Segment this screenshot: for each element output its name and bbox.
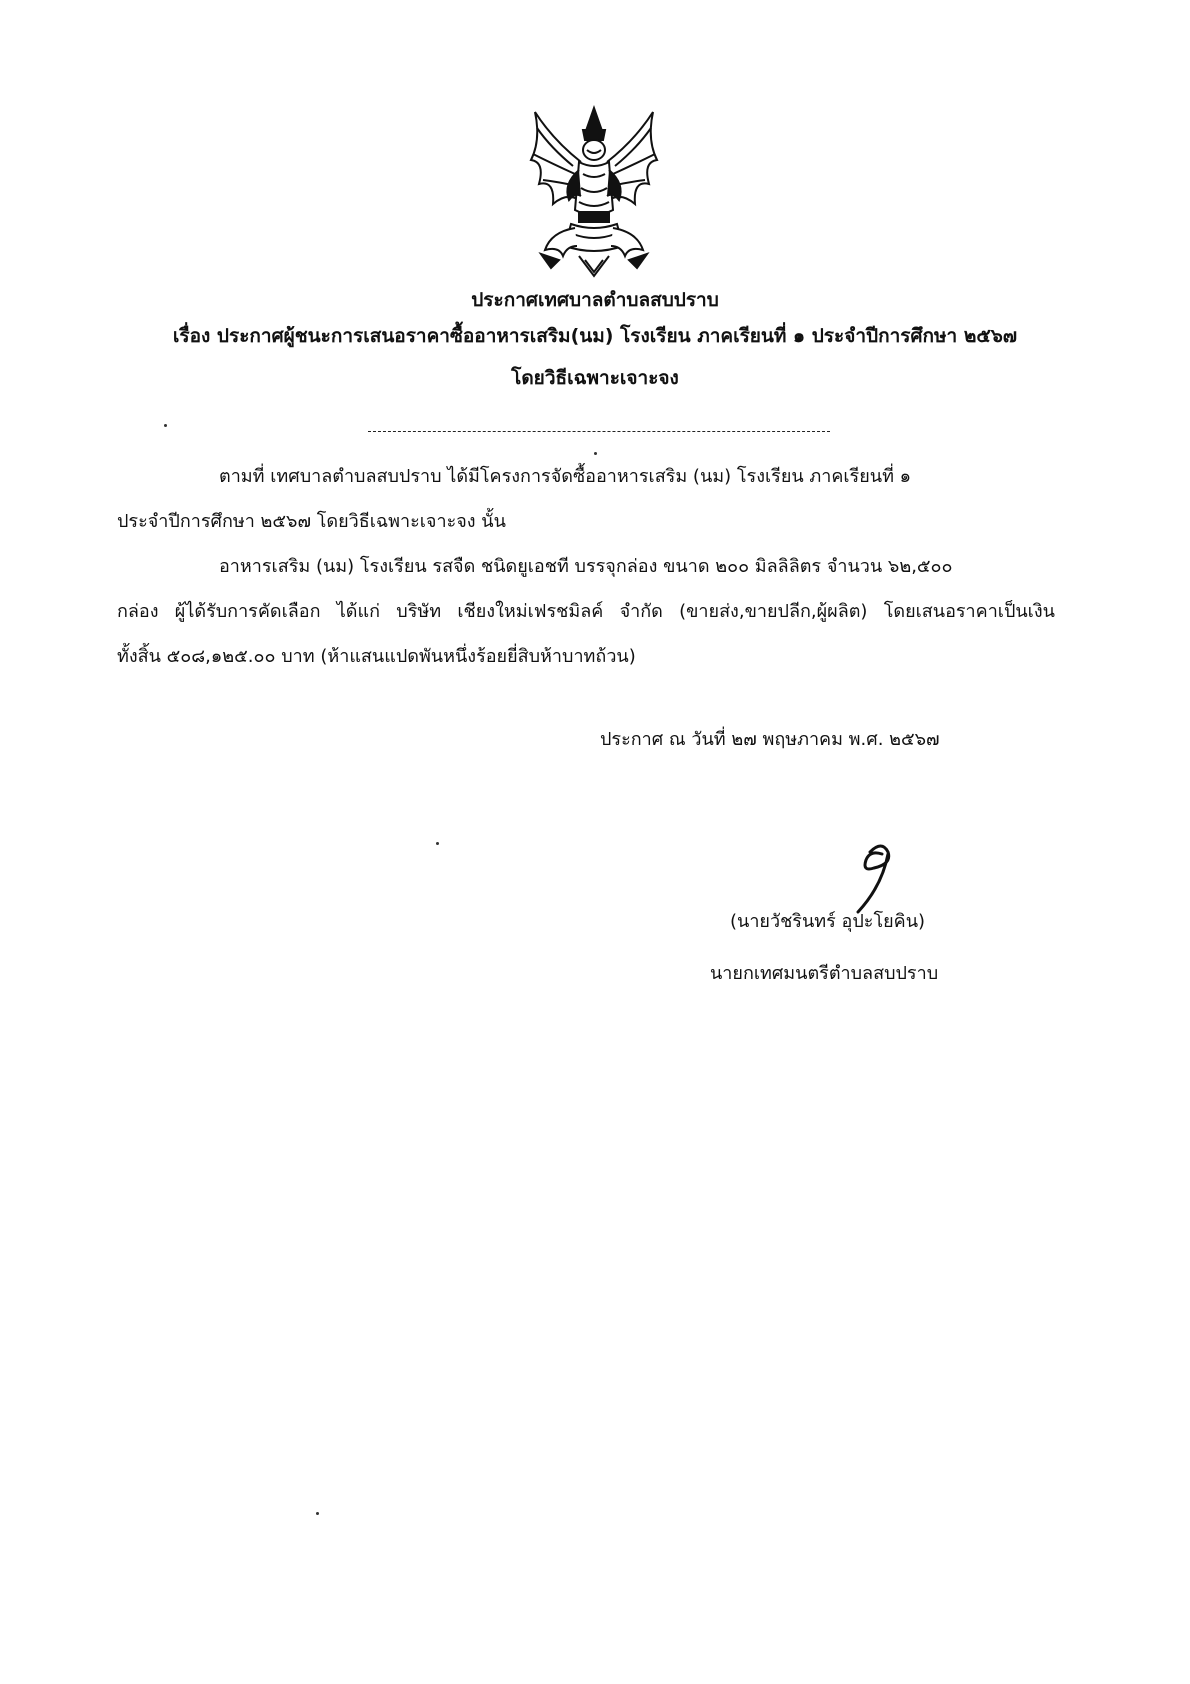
announcement-subject: เรื่อง ประกาศผู้ชนะการเสนอราคาซื้ออาหารเสริม(นม) โรงเรียน ภาคเรียนที่ ๑ ประจำปีการศึกษา ๒๕๖๗ [172,325,1018,347]
announcement-date: ประกาศ ณ วันที่ ๒๗ พฤษภาคม พ.ศ. ๒๕๖๗ [600,729,940,750]
signature-mark [830,838,900,918]
dashed-divider [368,431,830,432]
paragraph-1-line-1: ตามที่ เทศบาลตำบลสบปราบ ได้มีโครงการจัดซื้ออาหารเสริม (นม) โรงเรียน ภาคเรียนที่ ๑ [219,466,912,487]
scan-speck [316,1512,319,1515]
justified-word: เชียงใหม่เฟรชมิลค์ [457,601,604,622]
announcement-title: ประกาศเทศบาลตำบลสบปราบ [471,289,719,311]
paragraph-1-line-2: ประจำปีการศึกษา ๒๕๖๗ โดยวิธีเฉพาะเจาะจง นั้น [117,511,506,532]
scan-speck [436,842,439,845]
justified-word: จำกัด [619,601,663,622]
paragraph-2-line-3: ทั้งสิ้น ๕๐๘,๑๒๕.๐๐ บาท (ห้าแสนแปดพันหนึ่งร้อยยี่สิบห้าบาทถ้วน) [117,646,636,667]
signatory-position: นายกเทศมนตรีตำบลสบปราบ [710,963,939,984]
justified-word: ได้แก่ [336,601,380,622]
justified-word: โดยเสนอราคาเป็นเงิน [883,601,1055,622]
paragraph-2-line-1: อาหารเสริม (นม) โรงเรียน รสจืด ชนิดยูเอชที บรรจุกล่อง ขนาด ๒๐๐ มิลลิลิตร จำนวน ๖๒,๕๐๐ [219,556,953,577]
paragraph-2-line-2 [117,600,1055,624]
scan-speck [164,424,167,427]
scan-speck [594,452,597,455]
justified-word: กล่อง [117,601,159,622]
garuda-emblem-icon [523,100,665,280]
signatory-name: (นายวัชรินทร์ อุปะโยคิน) [730,911,926,932]
procurement-method: โดยวิธีเฉพาะเจาะจง [511,367,679,389]
justified-word: บริษัท [396,601,442,622]
justified-word: (ขายส่ง,ขายปลีก,ผู้ผลิต) [679,601,868,622]
justified-word: ผู้ได้รับการคัดเลือก [174,601,321,622]
